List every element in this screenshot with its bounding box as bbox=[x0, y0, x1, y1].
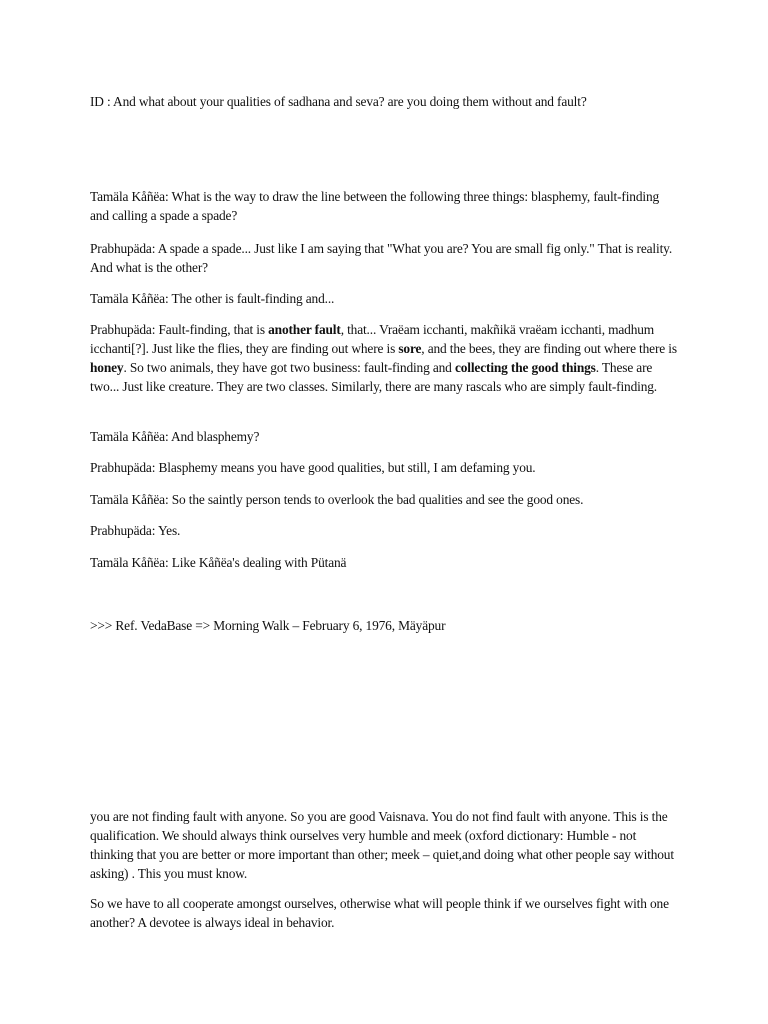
closing-paragraph: you are not finding fault with anyone. So you are good Vaisnava. You do not find fault with anyone. This is the qualification. We should always think ourselves very humble and meek (oxford dictionary: Humble - not thinking that you are better or more important than other; meek – quiet,and doing what other people say without asking) . This you must know. bbox=[90, 809, 674, 881]
bold-phrase: collecting the good things bbox=[454, 360, 596, 375]
question-line: ID : And what about your qualities of sadhana and seva? are you doing them without and fault? bbox=[90, 94, 587, 109]
bold-phrase: honey bbox=[90, 360, 124, 375]
dialogue-line: Tamäla Kåñëa: Like Kåñëa's dealing with Pütanä bbox=[90, 555, 347, 570]
dialogue-line: Tamäla Kåñëa: And blasphemy? bbox=[90, 429, 260, 444]
reference-line: >>> Ref. VedaBase => Morning Walk – February 6, 1976, Mäyäpur bbox=[90, 618, 446, 633]
dialogue-line: Tamäla Kåñëa: So the saintly person tends to overlook the bad qualities and see the good ones. bbox=[90, 492, 584, 507]
dialogue-line: Tamäla Kåñëa: What is the way to draw the line between the following three things: blasphemy, fault-finding and calling a spade a spade? bbox=[90, 189, 660, 223]
closing-paragraph: So we have to all cooperate amongst ourselves, otherwise what will people think if we ourselves fight with one another? A devotee is always ideal in behavior. bbox=[90, 896, 669, 930]
text-run: . These are two... Just like creature. They are two classes. Similarly, there are many rascals who are simply fault-finding. bbox=[90, 360, 658, 394]
text-run: , that... Vraëam icchanti, makñikä vraëam icchanti, madhum icchanti[?]. Just like the flies, they are finding out where is bbox=[90, 322, 655, 356]
dialogue-line: Prabhupäda: A spade a spade... Just like I am saying that "What you are? You are small fig only." That is reality. And what is the other? bbox=[90, 241, 673, 275]
dialogue-line-fault-finding bbox=[90, 320, 680, 396]
bold-phrase: sore bbox=[398, 341, 422, 356]
text-run: Prabhupäda: Fault-finding, that is bbox=[90, 322, 269, 337]
dialogue-line: Tamäla Kåñëa: The other is fault-finding and... bbox=[90, 291, 335, 306]
bold-phrase: another fault bbox=[268, 322, 341, 337]
text-run: , and the bees, they are finding out where there is bbox=[421, 341, 677, 356]
dialogue-line: Prabhupäda: Blasphemy means you have good qualities, but still, I am defaming you. bbox=[90, 460, 536, 475]
dialogue-line: Prabhupäda: Yes. bbox=[90, 523, 181, 538]
text-run: . So two animals, they have got two business: fault-finding and bbox=[123, 360, 455, 375]
